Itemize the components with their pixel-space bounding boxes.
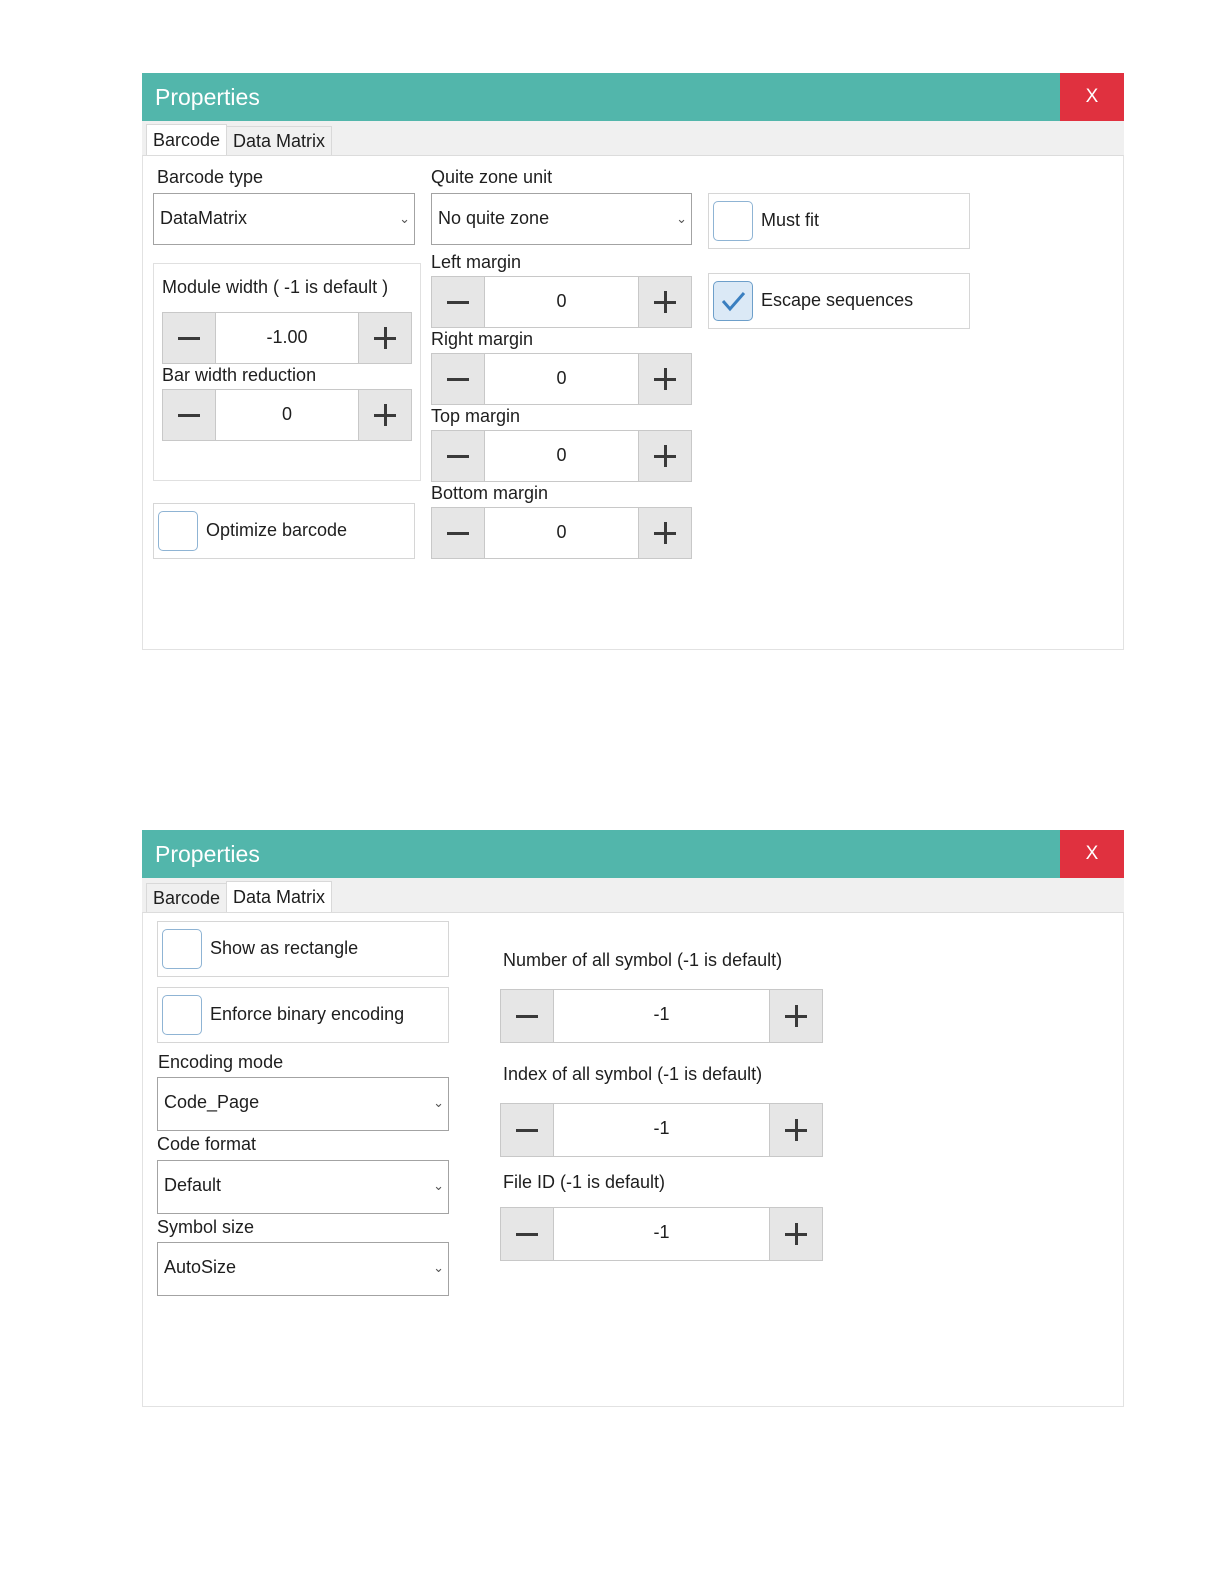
optimize-barcode-row[interactable] — [153, 503, 415, 559]
index-of-symbol-input[interactable]: -1 — [653, 1118, 670, 1138]
close-button[interactable]: X — [1060, 830, 1124, 878]
file-id-label: File ID (-1 is default) — [503, 1172, 666, 1192]
enforce-binary-row[interactable] — [157, 987, 449, 1043]
top-margin-stepper — [431, 430, 692, 482]
left-margin-increment-button[interactable] — [638, 277, 691, 327]
left-margin-stepper — [431, 276, 692, 328]
module-width-stepper — [162, 312, 412, 364]
plus-icon — [374, 404, 396, 426]
minus-icon — [178, 337, 200, 340]
tab-bar — [142, 121, 1124, 155]
file-id-increment-button[interactable] — [769, 1208, 822, 1260]
right-margin-input[interactable]: 0 — [556, 368, 567, 388]
tab-panel-barcode — [142, 155, 1124, 650]
top-margin-input[interactable]: 0 — [556, 445, 567, 465]
properties-dialog-barcode — [142, 73, 1124, 649]
symbol-size-value: AutoSize — [164, 1257, 237, 1277]
right-margin-stepper — [431, 353, 692, 405]
optimize-barcode-checkbox[interactable] — [158, 511, 198, 551]
number-of-symbol-label: Number of all symbol (-1 is default) — [503, 950, 783, 970]
escape-sequences-checkbox[interactable] — [713, 281, 753, 321]
bar-width-reduction-stepper — [162, 389, 412, 441]
show-as-rectangle-label: Show as rectangle — [210, 938, 359, 958]
title-bar — [142, 830, 1124, 878]
code-format-value: Default — [164, 1175, 222, 1195]
plus-icon — [785, 1119, 807, 1141]
must-fit-checkbox[interactable] — [713, 201, 753, 241]
tab-panel-data-matrix — [142, 912, 1124, 1407]
index-of-symbol-increment-button[interactable] — [769, 1104, 822, 1156]
encoding-mode-label: Encoding mode — [158, 1052, 284, 1072]
tab-bar — [142, 878, 1124, 912]
bottom-margin-input[interactable]: 0 — [556, 522, 567, 542]
plus-icon — [654, 368, 676, 390]
dialog-title: Properties — [155, 84, 260, 110]
index-of-symbol-label: Index of all symbol (-1 is default) — [503, 1064, 763, 1084]
encoding-mode-select[interactable] — [157, 1077, 449, 1131]
symbol-size-label: Symbol size — [157, 1217, 255, 1237]
title-bar — [142, 73, 1124, 121]
right-margin-decrement-button[interactable] — [432, 354, 485, 404]
show-as-rectangle-row[interactable] — [157, 921, 449, 977]
chevron-down-icon: ⌄ — [399, 211, 410, 226]
top-margin-label: Top margin — [431, 406, 521, 426]
plus-icon — [374, 327, 396, 349]
minus-icon — [447, 532, 469, 535]
chevron-down-icon: ⌄ — [433, 1260, 444, 1275]
module-width-decrement-button[interactable] — [163, 313, 216, 363]
top-margin-decrement-button[interactable] — [432, 431, 485, 481]
show-as-rectangle-checkbox[interactable] — [162, 929, 202, 969]
tab-barcode[interactable]: Barcode — [146, 883, 227, 912]
bar-width-decrement-button[interactable] — [163, 390, 216, 440]
minus-icon — [516, 1129, 538, 1132]
must-fit-row[interactable] — [708, 193, 970, 249]
chevron-down-icon: ⌄ — [676, 211, 687, 226]
minus-icon — [516, 1233, 538, 1236]
number-of-symbol-stepper — [500, 989, 823, 1043]
symbol-size-select[interactable] — [157, 1242, 449, 1296]
minus-icon — [178, 414, 200, 417]
code-format-label: Code format — [157, 1134, 257, 1154]
module-width-input[interactable]: -1.00 — [266, 327, 308, 347]
plus-icon — [785, 1005, 807, 1027]
right-margin-label: Right margin — [431, 329, 534, 349]
file-id-input[interactable]: -1 — [653, 1222, 670, 1242]
left-margin-label: Left margin — [431, 252, 522, 272]
bottom-margin-increment-button[interactable] — [638, 508, 691, 558]
module-width-label: Module width ( -1 is default ) — [162, 277, 389, 297]
must-fit-label: Must fit — [761, 210, 820, 230]
tab-barcode[interactable]: Barcode — [146, 124, 227, 156]
bar-width-reduction-input[interactable]: 0 — [281, 404, 292, 424]
minus-icon — [516, 1015, 538, 1018]
close-button[interactable]: X — [1060, 73, 1124, 121]
optimize-barcode-label: Optimize barcode — [206, 520, 348, 540]
bar-width-increment-button[interactable] — [358, 390, 411, 440]
chevron-down-icon: ⌄ — [433, 1178, 444, 1193]
bottom-margin-label: Bottom margin — [431, 483, 549, 503]
escape-sequences-label: Escape sequences — [761, 290, 914, 310]
minus-icon — [447, 378, 469, 381]
tab-data-matrix[interactable]: Data Matrix — [226, 881, 332, 913]
enforce-binary-label: Enforce binary encoding — [210, 1004, 405, 1024]
check-icon — [714, 282, 752, 320]
index-of-symbol-decrement-button[interactable] — [501, 1104, 554, 1156]
plus-icon — [654, 291, 676, 313]
barcode-type-select[interactable] — [153, 193, 415, 245]
minus-icon — [447, 455, 469, 458]
plus-icon — [654, 445, 676, 467]
chevron-down-icon: ⌄ — [433, 1095, 444, 1110]
left-margin-decrement-button[interactable] — [432, 277, 485, 327]
file-id-stepper — [500, 1207, 823, 1261]
quiet-zone-unit-select[interactable] — [431, 193, 692, 245]
quiet-zone-unit-value: No quite zone — [438, 208, 550, 228]
barcode-type-label: Barcode type — [157, 167, 264, 187]
number-of-symbol-decrement-button[interactable] — [501, 990, 554, 1042]
dialog-title: Properties — [155, 841, 260, 867]
module-width-increment-button[interactable] — [358, 313, 411, 363]
bottom-margin-stepper — [431, 507, 692, 559]
encoding-mode-value: Code_Page — [164, 1092, 260, 1112]
escape-sequences-row[interactable] — [708, 273, 970, 329]
module-group — [153, 263, 421, 481]
bar-width-reduction-label: Bar width reduction — [162, 365, 317, 385]
right-margin-increment-button[interactable] — [638, 354, 691, 404]
properties-dialog-data-matrix — [142, 830, 1124, 1406]
index-of-symbol-stepper — [500, 1103, 823, 1157]
quiet-zone-unit-label: Quite zone unit — [431, 167, 553, 187]
plus-icon — [654, 522, 676, 544]
tab-data-matrix[interactable]: Data Matrix — [226, 126, 332, 155]
number-of-symbol-increment-button[interactable] — [769, 990, 822, 1042]
bottom-margin-decrement-button[interactable] — [432, 508, 485, 558]
file-id-decrement-button[interactable] — [501, 1208, 554, 1260]
left-margin-input[interactable]: 0 — [556, 291, 567, 311]
number-of-symbol-input[interactable]: -1 — [653, 1004, 670, 1024]
barcode-type-value: DataMatrix — [160, 208, 248, 228]
plus-icon — [785, 1223, 807, 1245]
code-format-select[interactable] — [157, 1160, 449, 1214]
minus-icon — [447, 301, 469, 304]
enforce-binary-checkbox[interactable] — [162, 995, 202, 1035]
top-margin-increment-button[interactable] — [638, 431, 691, 481]
